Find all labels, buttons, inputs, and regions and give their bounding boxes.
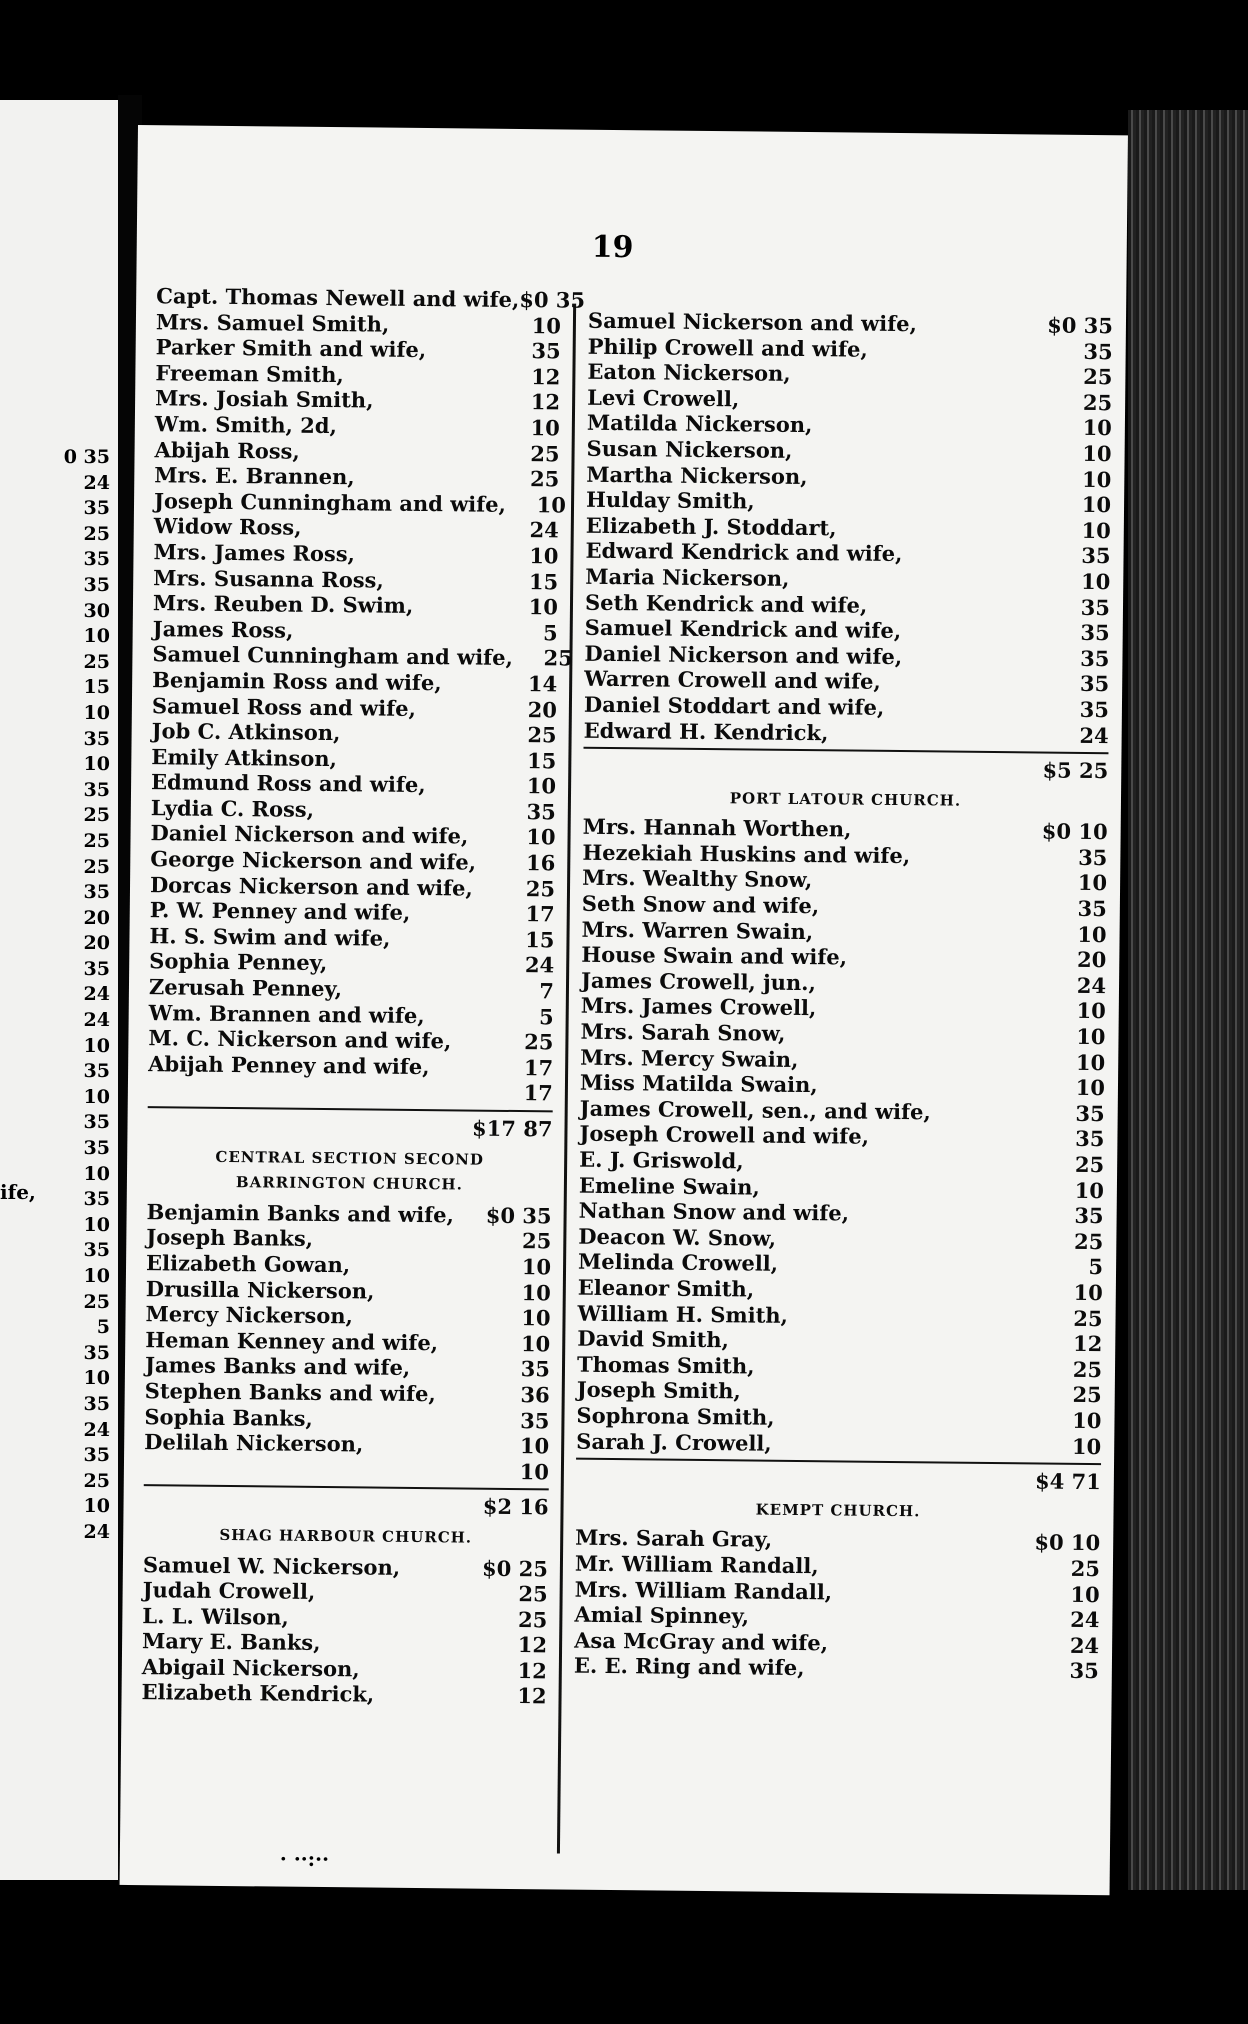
donor-name: Sophrona Smith, (576, 1402, 775, 1430)
left-page-value: 24 (83, 471, 110, 494)
donation-amount: 10 (1081, 517, 1111, 543)
donation-amount: $0 35 (1047, 312, 1114, 339)
left-page-value: 35 (83, 1137, 110, 1160)
donation-amount: 25 (1083, 364, 1113, 390)
donor-name: Emeline Swain, (578, 1172, 760, 1200)
donation-amount: 17 (523, 1080, 554, 1106)
donation-amount: $0 35 (485, 1202, 552, 1229)
entry-row (141, 1680, 546, 1710)
donation-amount: 24 (1079, 722, 1109, 748)
donation-amount: 25 (1074, 1151, 1105, 1178)
donation-amount: 36 (520, 1382, 550, 1408)
left-page-value: 10 (83, 1213, 110, 1236)
donor-name: Nathan Snow and wife, (578, 1197, 850, 1226)
donation-amount: 5 (538, 1003, 554, 1030)
church-heading: SHAG HARBOUR CHURCH. (219, 1525, 473, 1547)
donation-amount: 10 (531, 312, 562, 339)
donor-name: Widow Ross, (153, 513, 302, 541)
donation-amount: 12 (517, 1632, 548, 1658)
donor-name: Abijah Penney and wife, (148, 1050, 430, 1079)
donor-name: Deacon W. Snow, (578, 1223, 777, 1251)
left-page-value: 25 (83, 522, 110, 545)
left-page-value: 10 (83, 1034, 110, 1057)
donation-amount: 10 (529, 543, 559, 569)
donation-amount: 35 (1079, 696, 1110, 723)
donation-amount: 10 (1074, 1177, 1105, 1203)
entry-row (574, 1653, 1099, 1684)
donation-amount: 25 (1073, 1305, 1103, 1331)
left-page-value: 25 (83, 1469, 110, 1492)
donor-name: Delilah Nickerson, (144, 1429, 364, 1457)
donation-amount: 17 (525, 901, 555, 927)
donation-amount: 35 (1077, 895, 1107, 922)
donation-amount: 24 (524, 952, 555, 978)
donor-name: Abijah Ross, (154, 436, 300, 464)
donor-name: Samuel Ross and wife, (151, 692, 417, 721)
donation-amount: 24 (1070, 1606, 1100, 1633)
page-footer-mark: · ··:·· (279, 1846, 330, 1872)
left-page-value: 10 (83, 1162, 110, 1185)
donation-amount: 10 (1071, 1433, 1102, 1459)
donation-amount: $0 35 (519, 287, 586, 313)
donation-amount: 24 (1076, 972, 1107, 999)
document-page (120, 125, 1128, 1895)
left-page-value: 25 (83, 1290, 110, 1313)
donor-name: Daniel Stoddart and wife, (583, 691, 885, 720)
donation-amount: 35 (1080, 620, 1110, 646)
donation-amount: 12 (1072, 1331, 1103, 1357)
donor-name: Levi Crowell, (587, 384, 740, 412)
left-page-value: 15 (83, 676, 110, 699)
left-page-value: 35 (83, 778, 110, 801)
donation-amount: 25 (530, 440, 560, 466)
donation-amount: 10 (528, 594, 559, 620)
donor-name: Martha Nickerson, (586, 461, 808, 489)
donor-name: Dorcas Nickerson and wife, (149, 871, 473, 901)
donor-name: Seth Snow and wife, (581, 890, 820, 919)
donor-name: James Crowell, jun., (580, 967, 817, 995)
donation-amount: 35 (1081, 543, 1111, 569)
donation-amount: $0 10 (1041, 818, 1108, 845)
donor-name: Elizabeth Gowan, (145, 1250, 351, 1278)
donor-name: Joseph Smith, (576, 1377, 741, 1404)
donor-name: Matilda Nickerson, (586, 410, 813, 438)
donation-amount: 7 (539, 978, 555, 1004)
donor-name: Samuel Nickerson and wife, (587, 307, 917, 337)
donation-amount: 14 (527, 671, 558, 697)
left-page-value: 24 (83, 1009, 110, 1032)
donation-amount: 10 (1080, 568, 1111, 595)
donation-amount: 20 (1076, 947, 1107, 973)
left-page-value: 30 (83, 599, 110, 622)
donor-name: Seth Kendrick and wife, (584, 589, 868, 618)
donor-name: Benjamin Ross and wife, (152, 667, 442, 696)
left-page-value: 20 (83, 906, 110, 929)
donation-amount: 35 (531, 338, 561, 364)
donor-name: Elizabeth J. Stoddart, (585, 512, 837, 541)
donation-amount: 35 (1080, 645, 1110, 671)
left-page-value: 10 (83, 625, 110, 648)
donation-amount: 10 (521, 1279, 551, 1305)
donor-name: Eleanor Smith, (577, 1274, 755, 1302)
donation-amount: 15 (525, 926, 555, 953)
donor-name: Mrs. Hannah Worthen, (582, 813, 852, 842)
left-page-value: 25 (83, 650, 110, 673)
donor-name: Daniel Nickerson and wife, (584, 640, 903, 669)
donation-amount: 35 (1079, 671, 1110, 697)
left-page-value: 25 (83, 829, 110, 852)
donation-amount: 10 (520, 1330, 551, 1357)
left-page-value: 10 (83, 1495, 110, 1518)
donor-name: Joseph Crowell and wife, (579, 1121, 870, 1150)
donation-amount: 10 (1082, 415, 1113, 441)
donation-amount: 35 (520, 1356, 551, 1382)
left-page-value: 10 (83, 1265, 110, 1287)
donation-amount: 25 (524, 1029, 554, 1055)
donor-name: Mrs. E. Brannen, (154, 462, 355, 490)
donor-name: David Smith, (577, 1325, 730, 1353)
donation-amount: 35 (1083, 338, 1113, 364)
left-page-value: 35 (83, 1060, 110, 1083)
entry-row (144, 1429, 549, 1459)
donor-name: Capt. Thomas Newell and wife, (156, 283, 520, 313)
left-page-value: 10 (83, 753, 110, 776)
left-page-value: 20 (83, 932, 110, 955)
donation-amount: 10 (526, 773, 557, 799)
entry-row (148, 1077, 553, 1107)
entry-row (584, 717, 1109, 748)
donation-amount: 16 (525, 850, 556, 876)
left-page-value: 35 (83, 548, 110, 571)
donation-amount: 25 (543, 645, 573, 671)
donor-name: Samuel Cunningham and wife, (152, 641, 513, 671)
donor-name: William H. Smith, (577, 1300, 789, 1328)
donor-name: Mrs. Sarah Gray, (575, 1524, 773, 1553)
left-page-value: 24 (83, 1418, 110, 1441)
donor-name: Warren Crowell and wife, (584, 666, 881, 695)
donor-name: Lydia C. Ross, (150, 795, 315, 822)
left-page-value: 35 (83, 1392, 110, 1415)
left-page-value: 35 (83, 957, 110, 980)
donor-name: Joseph Cunningham and wife, (153, 487, 507, 517)
donation-amount: 10 (1081, 466, 1112, 492)
donor-name: Hezekiah Huskins and wife, (582, 839, 911, 868)
left-page-value: 25 (83, 804, 110, 827)
donor-name: E. J. Griswold, (579, 1146, 744, 1174)
donor-name: Mrs. Josiah Smith, (155, 385, 374, 413)
donor-name: Edward H. Kendrick, (583, 717, 829, 745)
donation-amount: 35 (1078, 844, 1108, 871)
donor-name: Samuel Kendrick and wife, (584, 614, 902, 644)
donation-amount: 5 (1088, 1254, 1104, 1280)
right-column (574, 308, 1113, 1684)
donor-name: P. W. Penney and wife, (149, 897, 411, 926)
section-total: $4 71 (576, 1458, 1101, 1495)
donor-name: House Swain and wife, (581, 941, 848, 970)
donor-name: H. S. Swim and wife, (149, 923, 391, 951)
donor-name: Elizabeth Kendrick, (141, 1679, 375, 1708)
left-page-value: 5 (96, 1316, 110, 1339)
donation-amount: 25 (1070, 1555, 1101, 1582)
donation-amount: 10 (536, 491, 567, 518)
left-page-value: 35 (83, 1188, 110, 1211)
donation-amount: 35 (520, 1407, 550, 1433)
donation-amount: 25 (518, 1606, 548, 1633)
donor-name: Mrs. Warren Swain, (581, 916, 814, 944)
donor-name: Mercy Nickerson, (145, 1301, 353, 1329)
donor-name: James Ross, (152, 615, 294, 643)
donation-amount: 12 (517, 1683, 547, 1709)
donor-name: Mrs. James Crowell, (580, 993, 817, 1021)
donation-amount: 25 (1073, 1228, 1104, 1254)
donation-amount: 35 (1075, 1126, 1105, 1152)
donor-name: Mrs. William Randall, (574, 1576, 833, 1604)
entry-row (148, 1051, 553, 1081)
donation-amount: 24 (529, 517, 559, 543)
donor-name: Mrs. Samuel Smith, (155, 308, 390, 337)
entry-row (144, 1455, 549, 1485)
left-page-value: 10 (83, 1367, 110, 1390)
donation-amount: 12 (531, 363, 561, 390)
donor-name: Joseph Banks, (146, 1224, 314, 1252)
left-page-value: 35 (83, 1341, 110, 1364)
donor-name: James Banks and wife, (144, 1352, 411, 1381)
donor-name: Freeman Smith, (155, 359, 344, 387)
page-stack-edge (1128, 110, 1248, 1890)
entry-row (576, 1428, 1101, 1459)
donor-name: James Crowell, sen., and wife, (579, 1095, 931, 1125)
donation-amount: 10 (526, 824, 556, 850)
donation-amount: 17 (523, 1054, 554, 1081)
left-page-value: 24 (83, 1520, 110, 1543)
left-page-value: 35 (83, 1239, 110, 1262)
left-page-value: 24 (83, 983, 110, 1006)
left-page-value: 35 (83, 881, 110, 904)
donation-amount: $0 10 (1034, 1529, 1101, 1556)
donor-name: Emily Atkinson, (151, 743, 338, 771)
left-page-value: 35 (83, 1444, 110, 1467)
donor-name: Benjamin Banks and wife, (146, 1198, 455, 1228)
donor-name: E. E. Ring and wife, (573, 1652, 805, 1681)
donation-amount: 10 (1070, 1581, 1100, 1607)
donor-name: Abigail Nickerson, (141, 1654, 360, 1682)
donation-amount: 12 (517, 1657, 547, 1684)
left-page-value: 35 (83, 573, 110, 596)
donor-name: Mrs. Reuben D. Swim, (152, 590, 414, 619)
donor-name: Wm. Smith, 2d, (154, 411, 337, 439)
donor-name: Mrs. Sarah Snow, (580, 1018, 786, 1046)
donation-amount: 10 (1077, 921, 1107, 947)
donor-name: Susan Nickerson, (586, 435, 793, 463)
left-page-value: 10 (83, 1085, 110, 1108)
donation-amount: 35 (1080, 594, 1111, 620)
donor-name: Daniel Nickerson and wife, (150, 820, 469, 849)
donation-amount: 10 (1077, 870, 1108, 896)
donation-amount: 10 (519, 1433, 550, 1459)
donor-name: Samuel W. Nickerson, (142, 1551, 401, 1580)
church-heading: KEMPT CHURCH. (755, 1500, 921, 1520)
column-divider (557, 304, 576, 1854)
donation-amount: 10 (1081, 492, 1112, 518)
church-heading: CENTRAL SECTION SECOND BARRINGTON CHURCH. (215, 1147, 485, 1194)
left-page-value: 0 35 (63, 446, 110, 468)
donor-name: Drusilla Nickerson, (145, 1275, 375, 1304)
donor-name: Maria Nickerson, (585, 563, 790, 591)
donation-amount: 25 (527, 722, 557, 748)
section-total: $5 25 (583, 747, 1108, 784)
donation-amount: 24 (1069, 1632, 1100, 1658)
donation-amount: 25 (1082, 389, 1113, 415)
donor-name: Heman Kenney and wife, (145, 1326, 439, 1355)
donation-amount: 12 (530, 389, 561, 415)
donation-amount: 25 (518, 1581, 548, 1607)
donor-name: Miss Matilda Swain, (579, 1069, 818, 1098)
donation-amount: 10 (1075, 1075, 1106, 1101)
donor-name: Mr. William Randall, (574, 1550, 819, 1579)
donor-name: Melinda Crowell, (577, 1249, 779, 1277)
donation-amount: 35 (1074, 1203, 1104, 1229)
left-page-value: 25 (83, 855, 110, 878)
donation-amount: 35 (1069, 1658, 1099, 1684)
donor-name: Mary E. Banks, (141, 1628, 321, 1656)
donor-name: Stephen Banks and wife, (144, 1378, 436, 1407)
donation-amount: 5 (542, 619, 558, 646)
donor-name: Sophia Banks, (144, 1403, 313, 1431)
donation-amount: 10 (530, 415, 560, 441)
donor-name: George Nickerson and wife, (150, 846, 477, 875)
donor-name: Thomas Smith, (576, 1351, 755, 1379)
donor-name: Mrs. Susanna Ross, (153, 564, 384, 593)
donation-amount: 25 (529, 466, 560, 492)
donor-name: Parker Smith and wife, (155, 334, 427, 363)
donor-name: Asa McGray and wife, (574, 1627, 829, 1655)
left-page-fragment: ife, (0, 1180, 36, 1204)
donation-amount: 10 (521, 1254, 552, 1280)
donation-amount: 25 (1072, 1356, 1103, 1382)
donor-name: Judah Crowell, (142, 1577, 316, 1605)
donation-amount: 10 (1076, 998, 1106, 1024)
donation-amount: 10 (1076, 1023, 1106, 1050)
donation-amount: 10 (1072, 1407, 1102, 1434)
donor-name: Sarah J. Crowell, (576, 1428, 772, 1456)
donor-name: Mrs. Mercy Swain, (580, 1044, 799, 1072)
donation-amount: $0 25 (482, 1555, 549, 1581)
donor-name: Hulday Smith, (585, 486, 755, 514)
left-page-value: 35 (83, 497, 110, 520)
left-page-value: 35 (83, 1111, 110, 1134)
donation-amount: 15 (528, 568, 559, 594)
donor-name: Mrs. Wealthy Snow, (582, 865, 813, 893)
donor-name: Wm. Brannen and wife, (148, 999, 425, 1028)
left-page-value: 10 (83, 701, 110, 724)
donor-name: Sophia Penney, (149, 948, 328, 976)
donation-amount: 10 (521, 1305, 551, 1331)
donor-name: Amial Spinney, (574, 1601, 750, 1629)
left-page-values (10, 445, 110, 1546)
left-page-value: 35 (83, 727, 110, 750)
left-column (141, 283, 586, 1709)
donor-name: Mrs. James Ross, (153, 539, 356, 567)
donation-amount: 35 (526, 798, 556, 825)
donor-name: M. C. Nickerson and wife, (148, 1025, 452, 1054)
donor-name: L. L. Wilson, (142, 1602, 289, 1630)
donation-amount: 10 (519, 1458, 550, 1485)
donation-amount: 10 (1075, 1049, 1106, 1075)
donor-name: Philip Crowell and wife, (587, 333, 868, 362)
donor-name: Job C. Atkinson, (151, 718, 341, 746)
section-total: $2 16 (143, 1484, 548, 1520)
donor-name: Zerusah Penney, (148, 974, 343, 1002)
donation-amount: 10 (1082, 440, 1112, 467)
section-total: $17 87 (147, 1106, 552, 1142)
donor-name: Edmund Ross and wife, (150, 769, 426, 798)
donor-name: Eaton Nickerson, (587, 358, 791, 387)
donation-amount: 20 (527, 696, 558, 722)
left-page-edge (0, 100, 125, 1880)
donor-name: Edward Kendrick and wife, (585, 538, 903, 567)
donation-amount: 25 (521, 1228, 552, 1254)
donation-amount: 10 (1073, 1279, 1103, 1306)
donation-amount: 25 (1072, 1382, 1102, 1408)
page-number: 19 (591, 229, 634, 266)
donation-amount: 35 (1075, 1100, 1105, 1126)
church-heading: PORT LATOUR CHURCH. (729, 788, 962, 810)
donation-amount: 15 (527, 747, 557, 774)
donation-amount: 25 (525, 875, 556, 902)
